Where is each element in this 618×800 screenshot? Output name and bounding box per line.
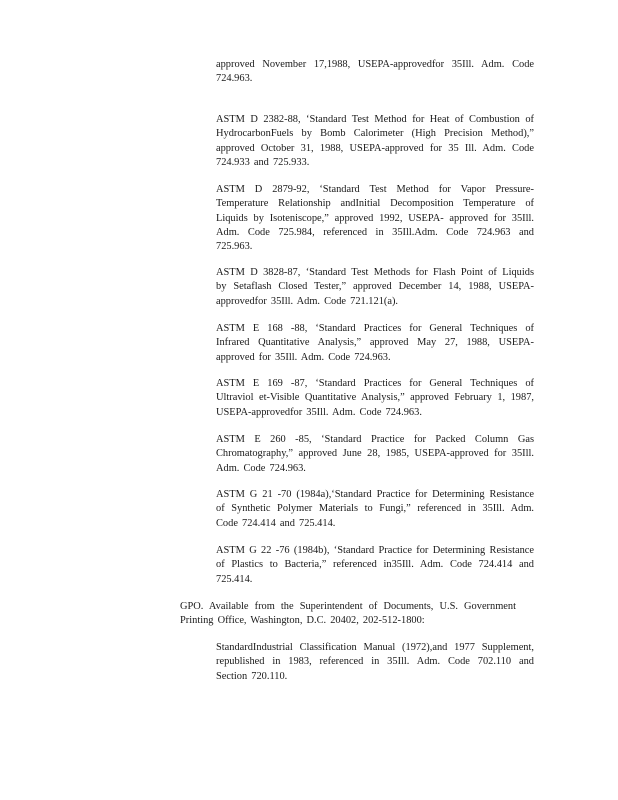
reference-entry-astm-e169: ASTM E 169 -87, ‘Standard Practices for General Techniques of Ultraviol et-Visible Quantitative Analysis,” approved February 1, 1987, USEPA-approvedfor 35Ill. Adm. Code 724.963. — [216, 378, 534, 418]
reference-entry-astm-d3828: ASTM D 3828-87, ‘Standard Test Methods for Flash Point of Liquids by Setaflash Closed Tester,” approved December 14, 1988, USEPA-approvedfor 35Ill. Adm. Code 721.121(a). — [216, 267, 534, 307]
reference-entry-astm-g22: ASTM G 22 -76 (1984b), ‘Standard Practice for Determining Resistance of Plastics to Bacteria,” referenced in35Ill. Adm. Code 724.414 and 725.414. — [216, 545, 534, 585]
source-entry-gpo: GPO. Available from the Superintendent of Documents, U.S. Government Printing Office, Washington, D.C. 20402, 202-512-1800: — [180, 601, 516, 627]
reference-entry-astm-d2879: ASTM D 2879-92, ‘Standard Test Method for Vapor Pressure-Temperature Relationship andInitial Decomposition Temperature of Liquids by Isoteniscope,” approved 1992, USEPA- approved for 35Ill. Adm. Code 725.984, referenced in 35Ill.Adm. Code 724.963 and 725.963. — [216, 184, 534, 253]
reference-entry-sic-manual: StandardIndustrial Classification Manual (1972),and 1977 Supplement, republished in 1983, referenced in 35Ill. Adm. Code 702.110 and Section 720.110. — [216, 642, 534, 682]
reference-entry-astm-e168: ASTM E 168 -88, ‘Standard Practices for General Techniques of Infrared Quantitative Analysis,” approved May 27, 1988, USEPA-approved for 35Ill. Adm. Code 724.963. — [216, 323, 534, 363]
reference-entry-astm-d2382: ASTM D 2382-88, ‘Standard Test Method for Heat of Combustion of HydrocarbonFuels by Bomb Calorimeter (High Precision Method),” approved October 31, 1988, USEPA-approved for 35 Ill. Adm. Code 724.933 and 725.933. — [216, 114, 534, 168]
reference-entry-continuation: approved November 17,1988, USEPA-approvedfor 35Ill. Adm. Code 724.963. — [216, 59, 534, 85]
reference-entry-astm-g21: ASTM G 21 -70 (1984a),‘Standard Practice for Determining Resistance of Synthetic Polymer Materials to Fungi,” referenced in 35Ill. Adm. Code 724.414 and 725.414. — [216, 489, 534, 529]
reference-entry-astm-e260: ASTM E 260 -85, ‘Standard Practice for Packed Column Gas Chromatography,” approved June 28, 1985, USEPA-approved for 35Ill. Adm. Code 724.963. — [216, 434, 534, 474]
